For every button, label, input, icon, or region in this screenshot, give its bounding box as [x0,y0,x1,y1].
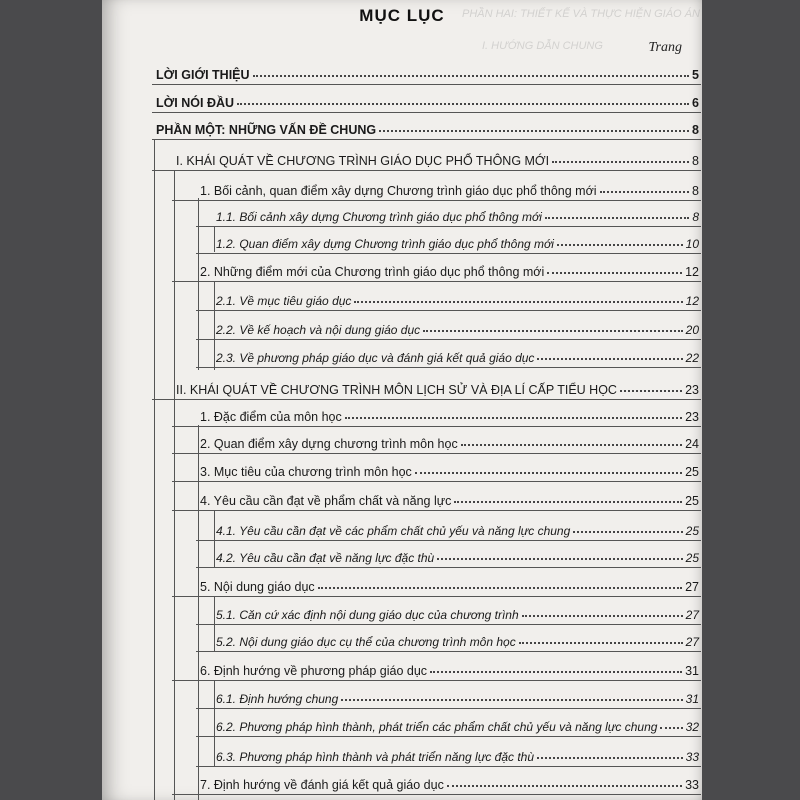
toc-leader-dots [620,390,682,392]
toc-page-number: 8 [692,184,699,198]
toc-entry-title: 6.1. Định hướng chung [216,692,339,706]
toc-rule [172,453,701,454]
toc-leader-dots [545,217,689,219]
toc-leader-dots [547,272,682,274]
toc-rule [196,253,701,254]
toc-tree-line [174,170,175,800]
toc-rule [172,794,701,795]
toc-page-number: 12 [685,294,699,308]
toc-page-number: 27 [685,580,699,594]
toc-tree-line [214,596,215,652]
toc-entry-title: 5.2. Nội dung giáo dục cụ thể của chương trình môn học [216,635,516,649]
toc-entry [216,204,699,224]
toc-entry [200,488,699,508]
toc-entry-title: 5.1. Căn cứ xác định nội dung giáo dục của chương trình [216,608,519,622]
toc-rule [196,567,701,568]
toc-rule [152,399,701,400]
toc-page-number: 12 [685,265,699,279]
toc-leader-dots [437,558,682,560]
toc-page-number: 25 [685,494,699,508]
toc-entry-title: 2. Những điểm mới của Chương trình giáo dục phổ thông mới [200,265,545,279]
toc-entry-title: 3. Mục tiêu của chương trình môn học [200,465,412,479]
toc-entry [216,345,699,365]
toc-tree-line [214,510,215,568]
toc-rule [172,680,701,681]
toc-entry-title: 4.2. Yêu cầu cần đạt về năng lực đặc thù [216,551,435,565]
toc-entry-title: 4. Yêu cầu cần đạt về phẩm chất và năng lực [200,494,452,508]
book-page [102,0,702,800]
page-title: MỤC LỤC [359,6,445,25]
toc-entry [200,459,699,479]
toc-entry [216,744,699,764]
toc-rule [172,596,701,597]
toc-leader-dots [423,330,682,332]
toc-rule [196,226,701,227]
toc-leader-dots [237,103,689,105]
toc-entry-title: 7. Định hướng về đánh giá kết quả giáo dục [200,778,444,792]
toc-page-number: 32 [685,720,699,734]
toc-rule [172,426,701,427]
toc-leader-dots [345,417,682,419]
toc-rule [152,139,701,140]
toc-page-number: 25 [685,551,699,565]
toc-entry-title: 4.1. Yêu cầu cần đạt về các phẩm chất chủ yếu và năng lực chung [216,524,571,538]
toc-page-number: 24 [685,437,699,451]
toc-rule [172,200,701,201]
toc-entry-title: 2.2. Về kế hoạch và nội dung giáo dục [216,323,421,337]
toc-leader-dots [522,615,683,617]
toc-tree-line [214,680,215,766]
toc-rule [152,170,701,171]
toc-entry [176,148,699,168]
toc-tree-line [198,198,199,370]
toc-entry-title: 6. Định hướng về phương pháp giáo dục [200,664,428,678]
toc-leader-dots [519,642,683,644]
toc-entry [200,178,699,198]
toc-rule [196,367,701,368]
toc-page-number: 23 [685,383,699,397]
toc-entry-title: 1.2. Quan điểm xây dựng Chương trình giáo dục phổ thông mới [216,237,554,251]
toc-entry-title: 1. Đặc điểm của môn học [200,410,342,424]
toc-leader-dots [600,191,689,193]
toc-entry [176,377,699,397]
toc-entry [156,90,699,110]
toc-entry [216,602,699,622]
toc-rule [172,510,701,511]
toc-entry [216,686,699,706]
toc-entry [216,629,699,649]
toc-page-number: 6 [692,96,699,110]
toc-leader-dots [573,531,682,533]
toc-leader-dots [552,161,689,163]
toc-rule [196,766,701,767]
toc-entry-title: LỜI GIỚI THIỆU [156,68,250,82]
toc-entry [216,317,699,337]
toc-entry-title: 2.1. Về mục tiêu giáo dục [216,294,352,308]
toc-leader-dots [354,301,682,303]
toc-entry [156,62,699,82]
toc-rule [196,540,701,541]
toc-leader-dots [660,727,682,729]
toc-page-number: 10 [685,237,699,251]
toc-entry [216,518,699,538]
bleed-through-text: I. HƯỚNG DẪN CHUNG [482,40,603,52]
toc-entry [216,714,699,734]
toc-leader-dots [379,130,689,132]
bleed-through-text: PHẦN HAI: THIẾT KẾ VÀ THỰC HIỆN GIÁO ÁN [462,8,700,20]
toc-page-number: 31 [685,692,699,706]
toc-leader-dots [454,501,682,503]
toc-rule [172,281,701,282]
toc-leader-dots [557,244,683,246]
toc-entry [200,658,699,678]
toc-tree-line [154,140,155,800]
toc-entry [200,259,699,279]
toc-entry-title: 1.1. Bối cảnh xây dựng Chương trình giáo dục phổ thông mới [216,210,542,224]
toc-rule [172,481,701,482]
toc-rule [196,651,701,652]
toc-page-number: 20 [685,323,699,337]
toc-leader-dots [461,444,682,446]
toc-entry [216,288,699,308]
toc-page-number: 31 [685,664,699,678]
toc-leader-dots [537,757,683,759]
toc-leader-dots [537,358,682,360]
toc-page-number: 25 [685,465,699,479]
toc-page-number: 23 [685,410,699,424]
toc-leader-dots [253,75,689,77]
toc-entry [216,231,699,251]
toc-page-number: 33 [685,750,699,764]
toc-entry-title: I. KHÁI QUÁT VỀ CHƯƠNG TRÌNH GIÁO DỤC PHỔ THÔNG MỚI [176,154,550,168]
toc-rule [196,339,701,340]
toc-leader-dots [341,699,682,701]
toc-entry [200,574,699,594]
toc-rule [196,708,701,709]
toc-rule [152,112,701,113]
toc-rule [196,736,701,737]
toc-entry-title: 1. Bối cảnh, quan điểm xây dựng Chương trình giáo dục phổ thông mới [200,184,597,198]
toc-entry-title: PHẦN MỘT: NHỮNG VẤN ĐỀ CHUNG [156,123,377,137]
toc-rule [196,624,701,625]
toc-tree-line [214,226,215,252]
toc-tree-line [214,282,215,370]
toc-leader-dots [430,671,682,673]
toc-page-number: 8 [692,154,699,168]
toc-leader-dots [415,472,682,474]
toc-page-number: 22 [685,351,699,365]
toc-rule [196,310,701,311]
toc-entry [156,117,699,137]
page-column-label: Trang [648,40,682,55]
toc-page-number: 27 [685,608,699,622]
toc-leader-dots [447,785,682,787]
toc-entry-title: 6.2. Phương pháp hình thành, phát triển các phẩm chất chủ yếu và năng lực chung [216,720,658,734]
toc-page-number: 25 [685,524,699,538]
toc-page-number: 8 [692,210,699,224]
toc-entry-title: 2. Quan điểm xây dựng chương trình môn học [200,437,458,451]
toc-entry-title: LỜI NÓI ĐẦU [156,96,235,110]
toc-page-number: 5 [692,68,699,82]
toc-entry-title: II. KHÁI QUÁT VỀ CHƯƠNG TRÌNH MÔN LỊCH SỬ VÀ ĐỊA LÍ CẤP TIỂU HỌC [176,383,617,397]
toc-page-number: 33 [685,778,699,792]
toc-entry-title: 5. Nội dung giáo dục [200,580,315,594]
toc-entry [200,404,699,424]
toc-tree-line [198,425,199,800]
toc-entry [200,772,699,792]
toc-entry-title: 6.3. Phương pháp hình thành và phát triển năng lực đặc thù [216,750,535,764]
toc-page-number: 8 [692,123,699,137]
toc-leader-dots [318,587,682,589]
toc-rule [152,84,701,85]
toc-page-number: 27 [685,635,699,649]
toc-entry [216,545,699,565]
toc-entry-title: 2.3. Về phương pháp giáo dục và đánh giá kết quả giáo dục [216,351,535,365]
toc-entry [200,431,699,451]
